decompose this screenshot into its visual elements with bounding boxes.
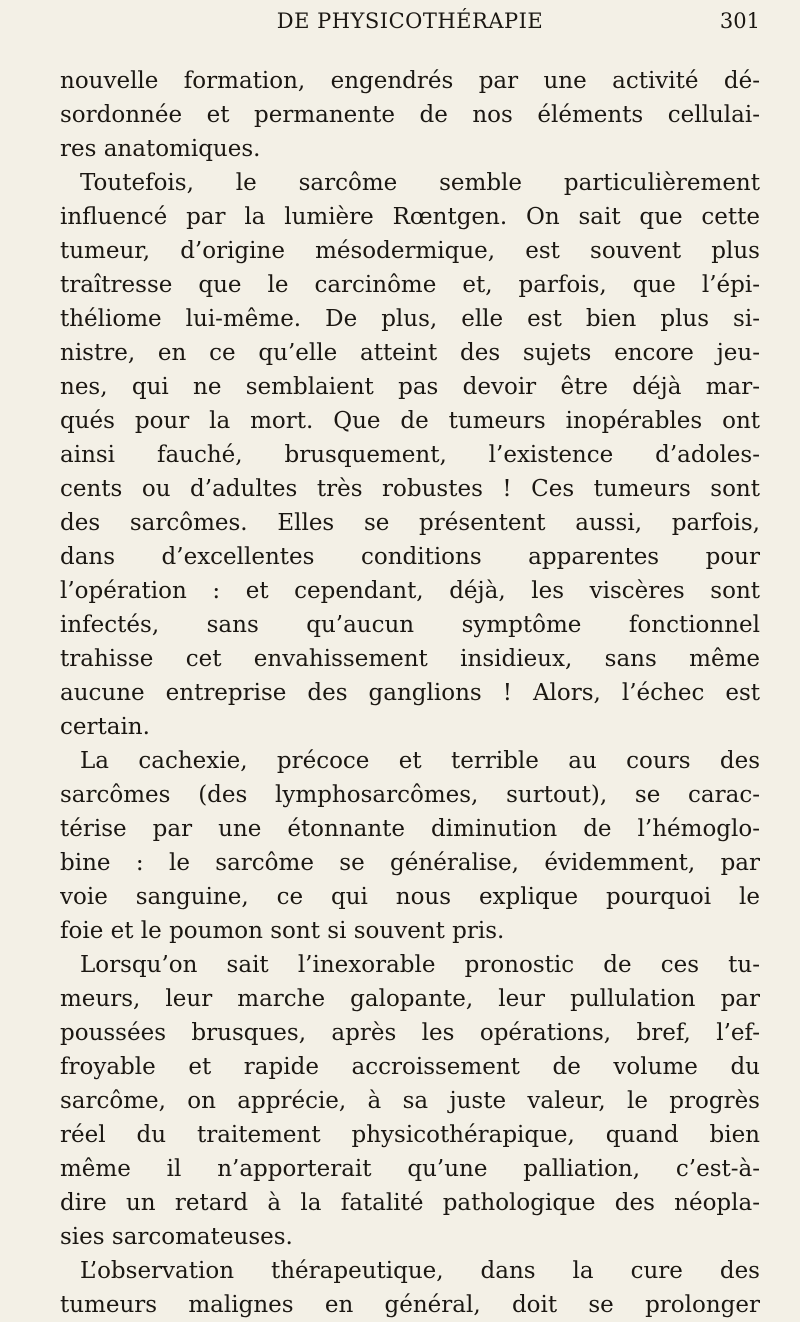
text-line: qués pour la mort. Que de tumeurs inopérables ont bbox=[60, 408, 760, 434]
text-line: l’opération : et cependant, déjà, les viscères sont bbox=[60, 578, 760, 604]
text-line: des sarcômes. Elles se présentent aussi, parfois, bbox=[60, 510, 760, 536]
text-line: théliome lui-même. De plus, elle est bien plus si- bbox=[60, 306, 760, 332]
text-line: cents ou d’adultes très robustes ! Ces tumeurs sont bbox=[60, 476, 760, 502]
text-line: voie sanguine, ce qui nous explique pourquoi le bbox=[60, 884, 760, 910]
text-line: foie et le poumon sont si souvent pris. bbox=[60, 918, 505, 944]
text-line: sies sarcomateuses. bbox=[60, 1224, 293, 1250]
text-line: nistre, en ce qu’elle atteint des sujets encore jeu- bbox=[60, 340, 760, 366]
text-line: dire un retard à la fatalité pathologique des néopla- bbox=[60, 1190, 760, 1216]
text-line: nes, qui ne semblaient pas devoir être déjà mar- bbox=[60, 374, 760, 400]
text-line: bine : le sarcôme se généralise, évidemment, par bbox=[60, 850, 760, 876]
text-line: tumeurs malignes en général, doit se prolonger bbox=[60, 1292, 760, 1318]
text-line: aucune entreprise des ganglions ! Alors, l’échec est bbox=[60, 680, 760, 706]
text-line: influencé par la lumière Rœntgen. On sait que cette bbox=[60, 204, 760, 230]
running-head bbox=[60, 6, 760, 36]
text-line: dans d’excellentes conditions apparentes pour bbox=[60, 544, 760, 570]
body-text bbox=[60, 64, 760, 1322]
text-line: L’observation thérapeutique, dans la cure des bbox=[80, 1258, 760, 1284]
page-number: 301 bbox=[719, 9, 760, 33]
text-line: froyable et rapide accroissement de volume du bbox=[60, 1054, 760, 1080]
text-line: réel du traitement physicothérapique, quand bien bbox=[60, 1122, 760, 1148]
text-line: sarcômes (des lymphosarcômes, surtout), se carac- bbox=[60, 782, 760, 808]
running-title: DE PHYSICOTHÉRAPIE bbox=[276, 9, 544, 33]
text-line: térise par une étonnante diminution de l’hémoglo- bbox=[60, 816, 760, 842]
text-line: ainsi fauché, brusquement, l’existence d’adoles- bbox=[60, 442, 760, 468]
text-line: Toutefois, le sarcôme semble particulièrement bbox=[80, 170, 760, 196]
text-line: meurs, leur marche galopante, leur pullulation par bbox=[60, 986, 760, 1012]
text-line: sarcôme, on apprécie, à sa juste valeur, le progrès bbox=[60, 1088, 760, 1114]
text-line: nouvelle formation, engendrés par une activité dé- bbox=[60, 68, 760, 94]
text-line: La cachexie, précoce et terrible au cours des bbox=[80, 748, 760, 774]
text-line: res anatomiques. bbox=[60, 136, 261, 162]
text-line: certain. bbox=[60, 714, 150, 740]
text-line: Lorsqu’on sait l’inexorable pronostic de ces tu- bbox=[80, 952, 760, 978]
text-line: trahisse cet envahissement insidieux, sans même bbox=[60, 646, 760, 672]
text-line: sordonnée et permanente de nos éléments cellulai- bbox=[60, 102, 760, 128]
text-line: poussées brusques, après les opérations, bref, l’ef- bbox=[60, 1020, 760, 1046]
text-line: infectés, sans qu’aucun symptôme fonctionnel bbox=[60, 612, 760, 638]
text-line: traîtresse que le carcinôme et, parfois, que l’épi- bbox=[60, 272, 760, 298]
text-line: même il n’apporterait qu’une palliation, c’est-à- bbox=[60, 1156, 760, 1182]
text-line: tumeur, d’origine mésodermique, est souvent plus bbox=[60, 238, 760, 264]
